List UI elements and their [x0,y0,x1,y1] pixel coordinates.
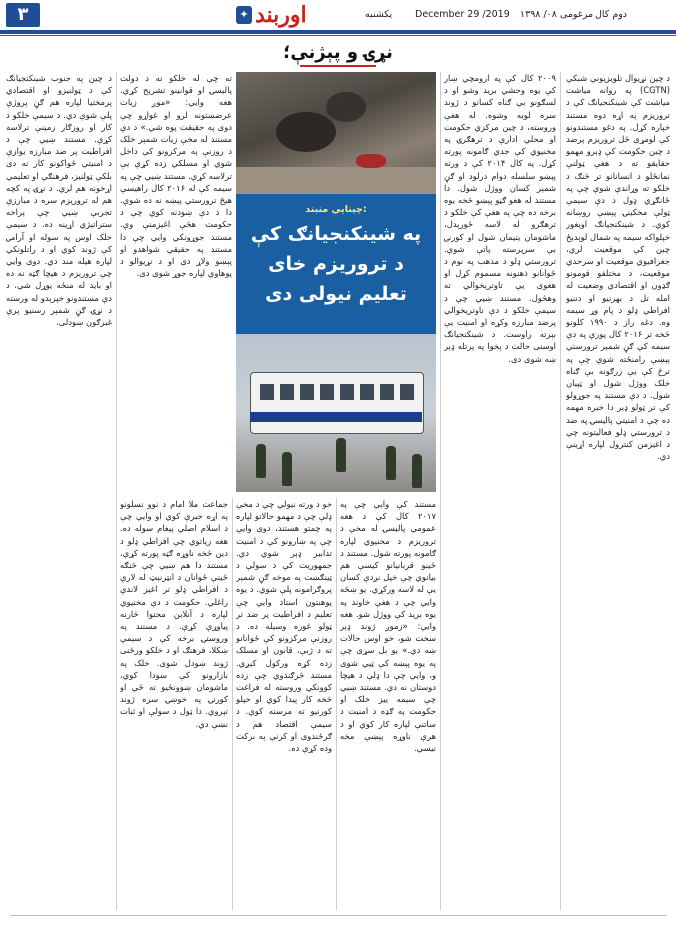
article-column-7: جماعت ملا امام د نوو نسلونو په اړه خبرې کوي او وایي چې د اسلام اصلي پیغام سوله ده. هغه زیاتوي چې افراطي ډلو د دین څخه ناوړه ګټه پورته کړې. مستند دا هم ښیي چې څنګه ځینې ځوانان د انټرنېټ له لارې د افراطي ډلو تر اغیز لاندې راغلي. حکومت د دې مخنیوي لپاره د آنلاین محتوا څارنه پیاوړې کړې. د مستند په وروستۍ برخه کې د سیمې ښکلا، فرهنګ او د خلکو ورځنی ژوند ښودل شوی. خلک په بازارونو کې سودا کوي، ماشومان ښوونځیو ته ځي او کورنۍ په خوښۍ سره ژوند تېروي. دا ټول د سولې او ثبات نښې دي. [120,499,228,729]
masthead [0,0,676,30]
footer-rule [10,915,666,916]
header-rule [0,30,676,34]
column-divider [336,498,337,910]
feature-title: په شینکنجیانګ کې د تروریزم خای تعلیم نیولی دی [250,223,422,305]
article-column-3: ته چې له خلکو ته د دولت پالیسۍ او قوانینو تشریح کړي. هغه وایي: «موږ زیات عرضښتونه لرو او غواړو چې دوی په حقیقت پوه شي.» د دې مستند له مخې زیات شمېر خلک د روزنې په مرکزونو کې داخل شوي او مسلکي زده کړې یې ترلاسه کړې. مستند ښیي چې په سیمه کې له ۲۰۱۶ کال راهیسې هیڅ ترورستي پېښه نه ده شوې. دا د دې ښودنه کوي چې د حکومت هڅې اغیزمنې وې. مستند جوړونکي وایي چې دا مستند په حقیقي شواهدو او پېښو ولاړ دی او د نړیوالو د پوهاوي لپاره جوړ شوی دی. [120,73,232,279]
page-number: ۳ [6,3,40,27]
header-accent-rule [0,35,676,36]
feature-kicker: چینایي منبتد: [305,204,367,215]
article-column-6: خو د ورته نیولي چې د مخې ډلې چې د مهمو حالاتو لپاره په چمتو هستند، دوی وایي چې په ښارونو کې د امنیت تدابیر ډېر شوي دي. جمهوریت کې د سولې د ټینګښت په موخه ګڼ شمېر پروګرامونه پلې شوي. د یوه پوهنتون استاد وایي چې تعلیم د افراطیت پر ضد تر ټولو غوره وسیله ده. د روزنې مرکزونو کې ځوانانو ته د ژبې، قانون او مسلک زده کړه ورکول کېږي. مستند څرګندوي چې زده کوونکي وروسته له فراغت څخه کار پیدا کوي او خپلو کورنیو ته مرسته کوي. د سیمې اقتصاد هم د ګرځندوی او کرنې په برکت وده کړې ده. [236,499,332,754]
article-column-1: د چین نړیوال تلویزیوني شبکې (CGTN) په روانه میاشت میاشت کې شینکنجیانګ کې د تروریزم په اړه دوه مستند خپاره کړل. په دغو مستندونو کې لومړی ځل تروریزم پرضد د چین حکومت کې ډېرو مهمو حقایقو ته د هغې ټولنې نمانځلو د انسانانو تر څنګ د خلکو ته وړاندې شوې چې په ځانګړي ډول د دې سیمې ټولې مخکینۍ پېښې روښانه کوي. د شینکنجیانګ اویغور خپلواکه سیمه په شمال لوېدیځ چین کې موقعیت لري، جغرافیوي موقعیت او سرحدي موقعیت، د مختلفو قومونو ګډون او اقتصادي وضعیت له امله تل د بهرنیو او دننیو افراطي ډلو د پام وړ سیمه وه. دغه راز د ۱۹۹۰ کلونو څخه تر ۲۰۱۶ کال پورې په دې سیمه کې ګڼ شمېر ترورستي پېښې رامنځته شوې چې په ترڅ کې یې زرګونه بې ګناه خلک ووژل شول او ټپیان شول. د دې مستند په جوړولو کې تر ټولو ډیر دا خبره مهمه ده چې د امنیتي پالیسۍ په ضد د ترورستي ډلو فعالیتونه چې د اغیزمن کنترول لپاره اړینې دي. [566,73,670,462]
date-en: December 29 /2019 [415,9,510,20]
weekday: یکشنبه [365,9,393,20]
security-forces-bus-photo [236,334,436,492]
brand-name: اوربند [255,2,307,28]
column-divider [560,72,561,910]
column-divider [116,72,117,910]
section-headline: نړۍ و پېژنې؛ [283,42,393,63]
headline-underline [300,65,376,67]
explosion-aftermath-photo [236,72,436,194]
article-column-4: د چین په جنوب شینکنجیانګ کې د ټولنیزو او اقتصادي پرمختیا لپاره هم ګڼ پروژې پلې شوې دي. د سیمې خلکو د کار او روزګار زمینې ترلاسه کړې. مستند ښیي چې د افراطیت پر ضد مبارزه یوازې د امنیتي ځواکونو کار نه دی بلکې ټولنیز، فرهنګي او تعلیمي اړخونه هم لري. د نړۍ په کچه هم له تروریزم سره د مبارزې تجربې ښیي چې پراخه ستراتیژي اړینه ده. د سیمې خلک اوس په سوله او آرامۍ کې ژوند کوي او د راتلونکي لپاره هیله مند دي. دوی وایي چې تروریزم د هیچا ګټه نه ده او باید له منځه یوړل شي. د دې مستندونو خپرېدو له ورسته د نړۍ ګڼ شمېر رسنیو پرې غبرګون ښودلی. [6,73,112,328]
article-column-2: ۲۰۰۹ کال کې په ارومچي ښار کې یوه وحشي برید وشو او د لسګونو بې ګناه کسانو د ژوند سره لوبه وشوه. له هغې وروسته، د چین مرکزي حکومت او محلي ادارې د ترهګرۍ په مخنیوي کې جدي ګامونه پورته کړل. په کال ۲۰۱۴ کې د ورته پېښو سلسله دوام درلود او ګڼ شمېر کسان ووژل شول. دا مستند له هغو ګڼو پېښو څخه یوه برخه ده چې په هغې کې خلکو د ترهګرو له لاسه ځورېدل، ماشومان یتیمان شول او کورنۍ بې سرپرسته پاتې شوې. ترورستي ډلو د مذهب په نوم د ځوانانو ذهنونه مسموم کړل او هغوی یې تاوتریخوالي ته وهڅول. مستند ښیي چې د سیمې خلکو د دې تاوتریخوالي پرضد مبارزه وکړه او امنیت یې بېرته راوست. د شینکنجیانګ اوسنی حالت د پخوا په پرتله ډېر ښه شوی دی. [444,73,556,364]
feature-title-box [236,194,436,334]
column-divider [232,498,233,910]
brand-logo-icon: ✦ [236,6,252,24]
column-divider [440,72,441,910]
issue-number: مرغومی ۰۸/ ۱۳۹۸ [520,9,594,20]
issue-label: دوم کال [595,9,628,20]
article-column-5: مستند کې وایي چې په ۲۰۱۷ کال کې د هغه عمومي پالیسۍ له مخې د تروریزم د مخنیوي لپاره ګامونه پورته شول. مستند د ځینو قربانیانو کیسې هم بیانوي چې خپل نږدې کسان یې له لاسه ورکړي. یو ښځه وایي چې د هغې خاوند په یوه برید کې ووژل شو. هغه وایي: «زموږ ژوند ډېر سخت شو، خو اوس حالات ښه دي.» یو بل سړی چې په یوه پېښه کې ټپي شوی و، وایي چې دا ډلې د هیچا دوستان نه دي. مستند ښیي چې سیمه ییز خلک او حکومت په ګډه د امنیت د ساتنې لپاره کار کوي او د هرې ناوړه پېښې مخه نیسي. [340,499,436,754]
